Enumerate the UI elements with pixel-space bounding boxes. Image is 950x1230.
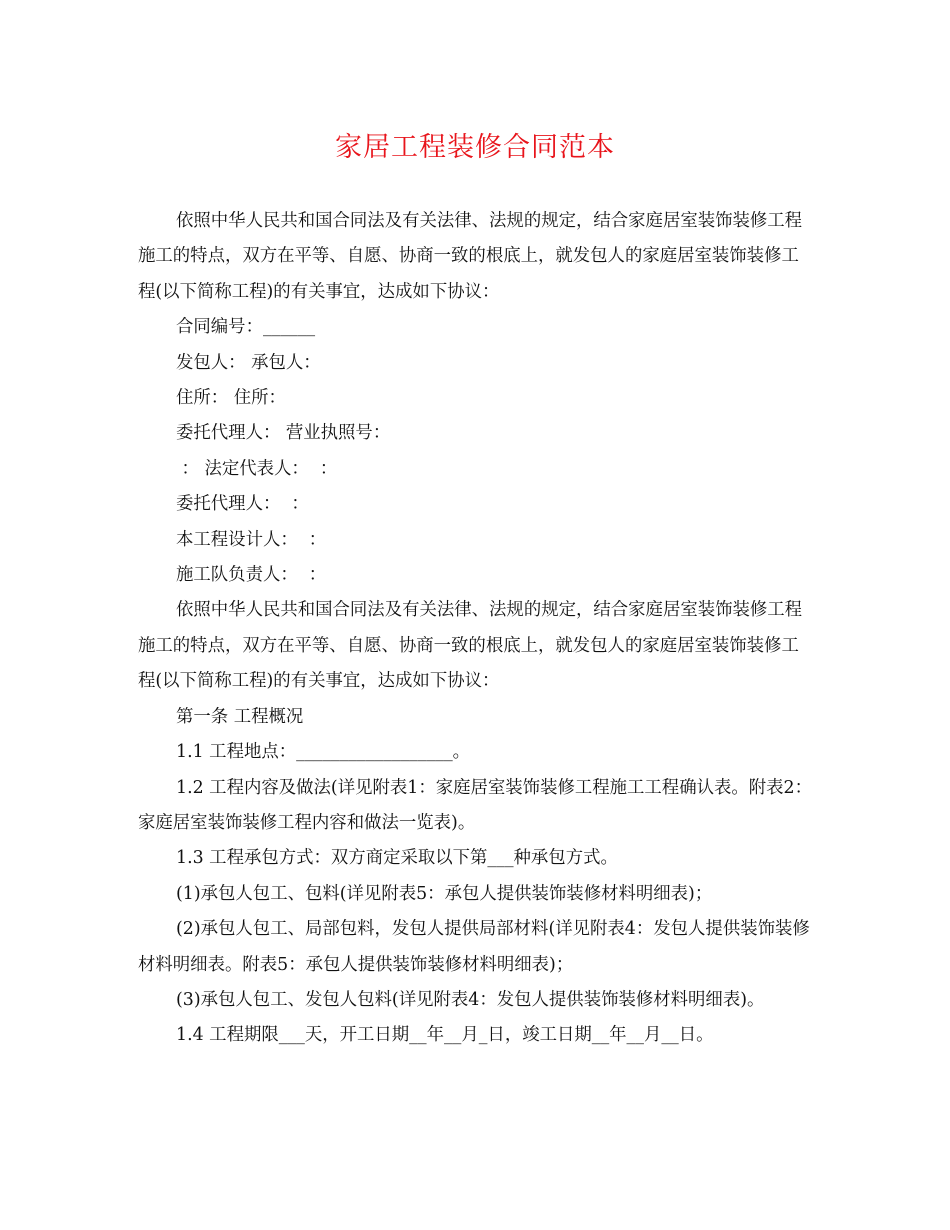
clause-1-1: 1.1 工程地点：__________________。	[176, 742, 471, 763]
article-one-heading: 第一条 工程概况	[176, 706, 304, 727]
document-body	[138, 204, 814, 1054]
paragraph-legal-representative: ： 法定代表人： ：	[176, 458, 338, 479]
paragraph-contract-number: 合同编号：______	[176, 317, 316, 338]
paragraph-agent-license: 委托代理人： 营业执照号：	[176, 423, 391, 444]
clause-1-2: 1.2 工程内容及做法(详见附表1：家庭居室装饰装修工程施工工程确认表。附表2：家庭居室装饰装修工程内容和做法一览表)。	[138, 777, 812, 833]
paragraph-designer: 本工程设计人： ：	[176, 529, 327, 550]
paragraph-addresses: 住所： 住所：	[176, 388, 286, 409]
document-title: 家居工程装修合同范本	[335, 132, 615, 163]
paragraph-intro-repeat: 依照中华人民共和国合同法及有关法律、法规的规定，结合家庭居室装饰装修工程施工的特点，双方在平等、自愿、协商一致的根底上，就发包人的家庭居室装饰装修工程(以下简称工程)的有关事宜，达成如下协议：	[138, 600, 803, 692]
paragraph-parties: 发包人： 承包人：	[176, 352, 321, 373]
paragraph-team-leader: 施工队负责人： ：	[176, 565, 327, 586]
clause-1-3-option-3: (3)承包人包工、发包人包料(详见附表4：发包人提供装饰装修材料明细表)。	[176, 989, 765, 1010]
clause-1-3-option-1: (1)承包人包工、包料(详见附表5：承包人提供装饰装修材料明细表)；	[176, 883, 713, 904]
clause-1-3: 1.3 工程承包方式：双方商定采取以下第___种承包方式。	[176, 848, 618, 869]
paragraph-agent: 委托代理人： ：	[176, 494, 309, 515]
clause-1-3-option-2: (2)承包人包工、局部包料，发包人提供局部材料(详见附表4：发包人提供装饰装修材料明细表。附表5：承包人提供装饰装修材料明细表)；	[138, 919, 810, 975]
paragraph-intro: 依照中华人民共和国合同法及有关法律、法规的规定，结合家庭居室装饰装修工程施工的特点，双方在平等、自愿、协商一致的根底上，就发包人的家庭居室装饰装修工程(以下简称工程)的有关事宜，达成如下协议：	[138, 211, 803, 302]
clause-1-4: 1.4 工程期限___天，开工日期__年__月_日，竣工日期__年__月__日。	[176, 1025, 714, 1046]
